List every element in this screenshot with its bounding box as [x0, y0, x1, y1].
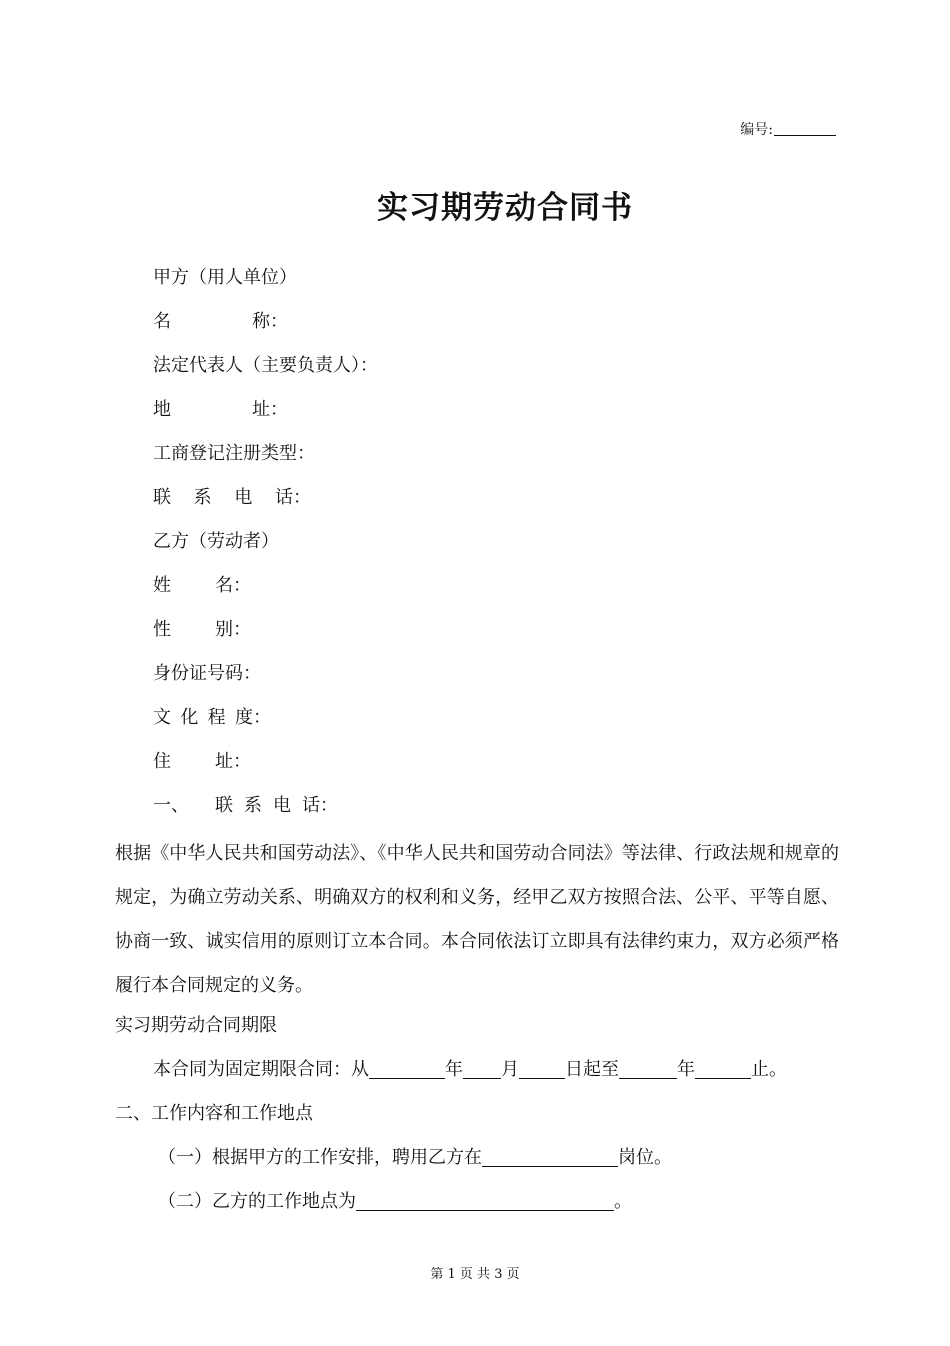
- party-b-phone-colon: ：: [320, 795, 338, 816]
- work-item-2: [158, 1189, 632, 1215]
- work-location-blank[interactable]: [356, 1190, 614, 1211]
- work-item-1-prefix: （一）根据甲方的工作安排，聘用乙方在: [158, 1147, 482, 1168]
- party-b-address-label: 住址: [153, 751, 233, 772]
- party-b-phone-row: [153, 793, 338, 819]
- party-a-name-colon: ：: [270, 311, 288, 332]
- contract-number-blank[interactable]: [774, 121, 836, 136]
- party-b-gender-row: [153, 617, 251, 643]
- end-year-blank[interactable]: [619, 1058, 677, 1079]
- work-item-2-suffix: 。: [614, 1191, 632, 1212]
- contract-number: [740, 120, 836, 140]
- start-month-blank[interactable]: [463, 1058, 501, 1079]
- contract-number-label: 编号:: [740, 122, 773, 138]
- party-b-phone-label: 联系电话: [215, 795, 320, 816]
- party-b-gender-label: 性别: [153, 619, 233, 640]
- term-text-1: 本合同为固定期限合同：从: [153, 1059, 369, 1080]
- party-a-phone-row: [153, 485, 311, 511]
- party-a-address-colon: ：: [270, 399, 288, 420]
- party-a-address-label: 地址: [153, 399, 270, 420]
- term-end: 止。: [751, 1059, 787, 1080]
- preamble-paragraph: 根据《中华人民共和国劳动法》、《中华人民共和国劳动合同法》等法律、行政法规和规章的规定，为确立劳动关系、明确双方的权利和义务，经甲乙双方按照合法、公平、平等自愿、协商一致、诚实信用的原则订立本合同。本合同依法订立即具有法律约束力，双方必须严格履行本合同规定的义务。: [115, 843, 839, 996]
- party-a-name-row: [153, 309, 288, 335]
- work-item-2-prefix: （二）乙方的工作地点为: [158, 1191, 356, 1212]
- work-item-1: [158, 1145, 672, 1171]
- party-b-education-label: 文化程度: [153, 707, 253, 728]
- party-a-reg-type-label: 工商登记注册类型：: [153, 443, 315, 464]
- party-a-heading: 甲方（用人单位）: [153, 267, 297, 288]
- party-a-rep-label: 法定代表人（主要负责人）：: [153, 355, 378, 376]
- party-a-name-label: 名称: [153, 311, 270, 332]
- party-a-phone-label: 联系电话: [153, 487, 293, 508]
- document-title: 实习期劳动合同书: [377, 190, 633, 226]
- term-day-1: 日起至: [565, 1059, 619, 1080]
- page-footer: 第 1 页 共 3 页: [430, 1267, 520, 1282]
- party-b-address-row: [153, 749, 251, 775]
- start-day-blank[interactable]: [519, 1058, 565, 1079]
- party-b-gender-colon: ：: [233, 619, 251, 640]
- term-month-1: 月: [501, 1059, 519, 1080]
- party-b-address-colon: ：: [233, 751, 251, 772]
- party-a-phone-colon: ：: [293, 487, 311, 508]
- party-b-name-colon: ：: [233, 575, 251, 596]
- term-heading: 实习期劳动合同期限: [115, 1015, 277, 1036]
- party-b-phone-prefix: 一、: [153, 795, 189, 816]
- position-blank[interactable]: [482, 1146, 618, 1167]
- party-b-education-row: [153, 705, 271, 731]
- party-a-address-row: [153, 397, 288, 423]
- work-item-1-suffix: 岗位。: [618, 1147, 672, 1168]
- term-year-1: 年: [445, 1059, 463, 1080]
- work-heading: 二、工作内容和工作地点: [115, 1103, 313, 1124]
- term-sentence: [153, 1057, 787, 1083]
- party-b-id-label: 身份证号码：: [153, 663, 261, 684]
- party-b-name-row: [153, 573, 251, 599]
- end-blank[interactable]: [695, 1058, 751, 1079]
- term-year-2: 年: [677, 1059, 695, 1080]
- party-b-education-colon: ：: [253, 707, 271, 728]
- party-b-name-label: 姓名: [153, 575, 233, 596]
- start-year-blank[interactable]: [369, 1058, 445, 1079]
- party-b-heading: 乙方（劳动者）: [153, 531, 279, 552]
